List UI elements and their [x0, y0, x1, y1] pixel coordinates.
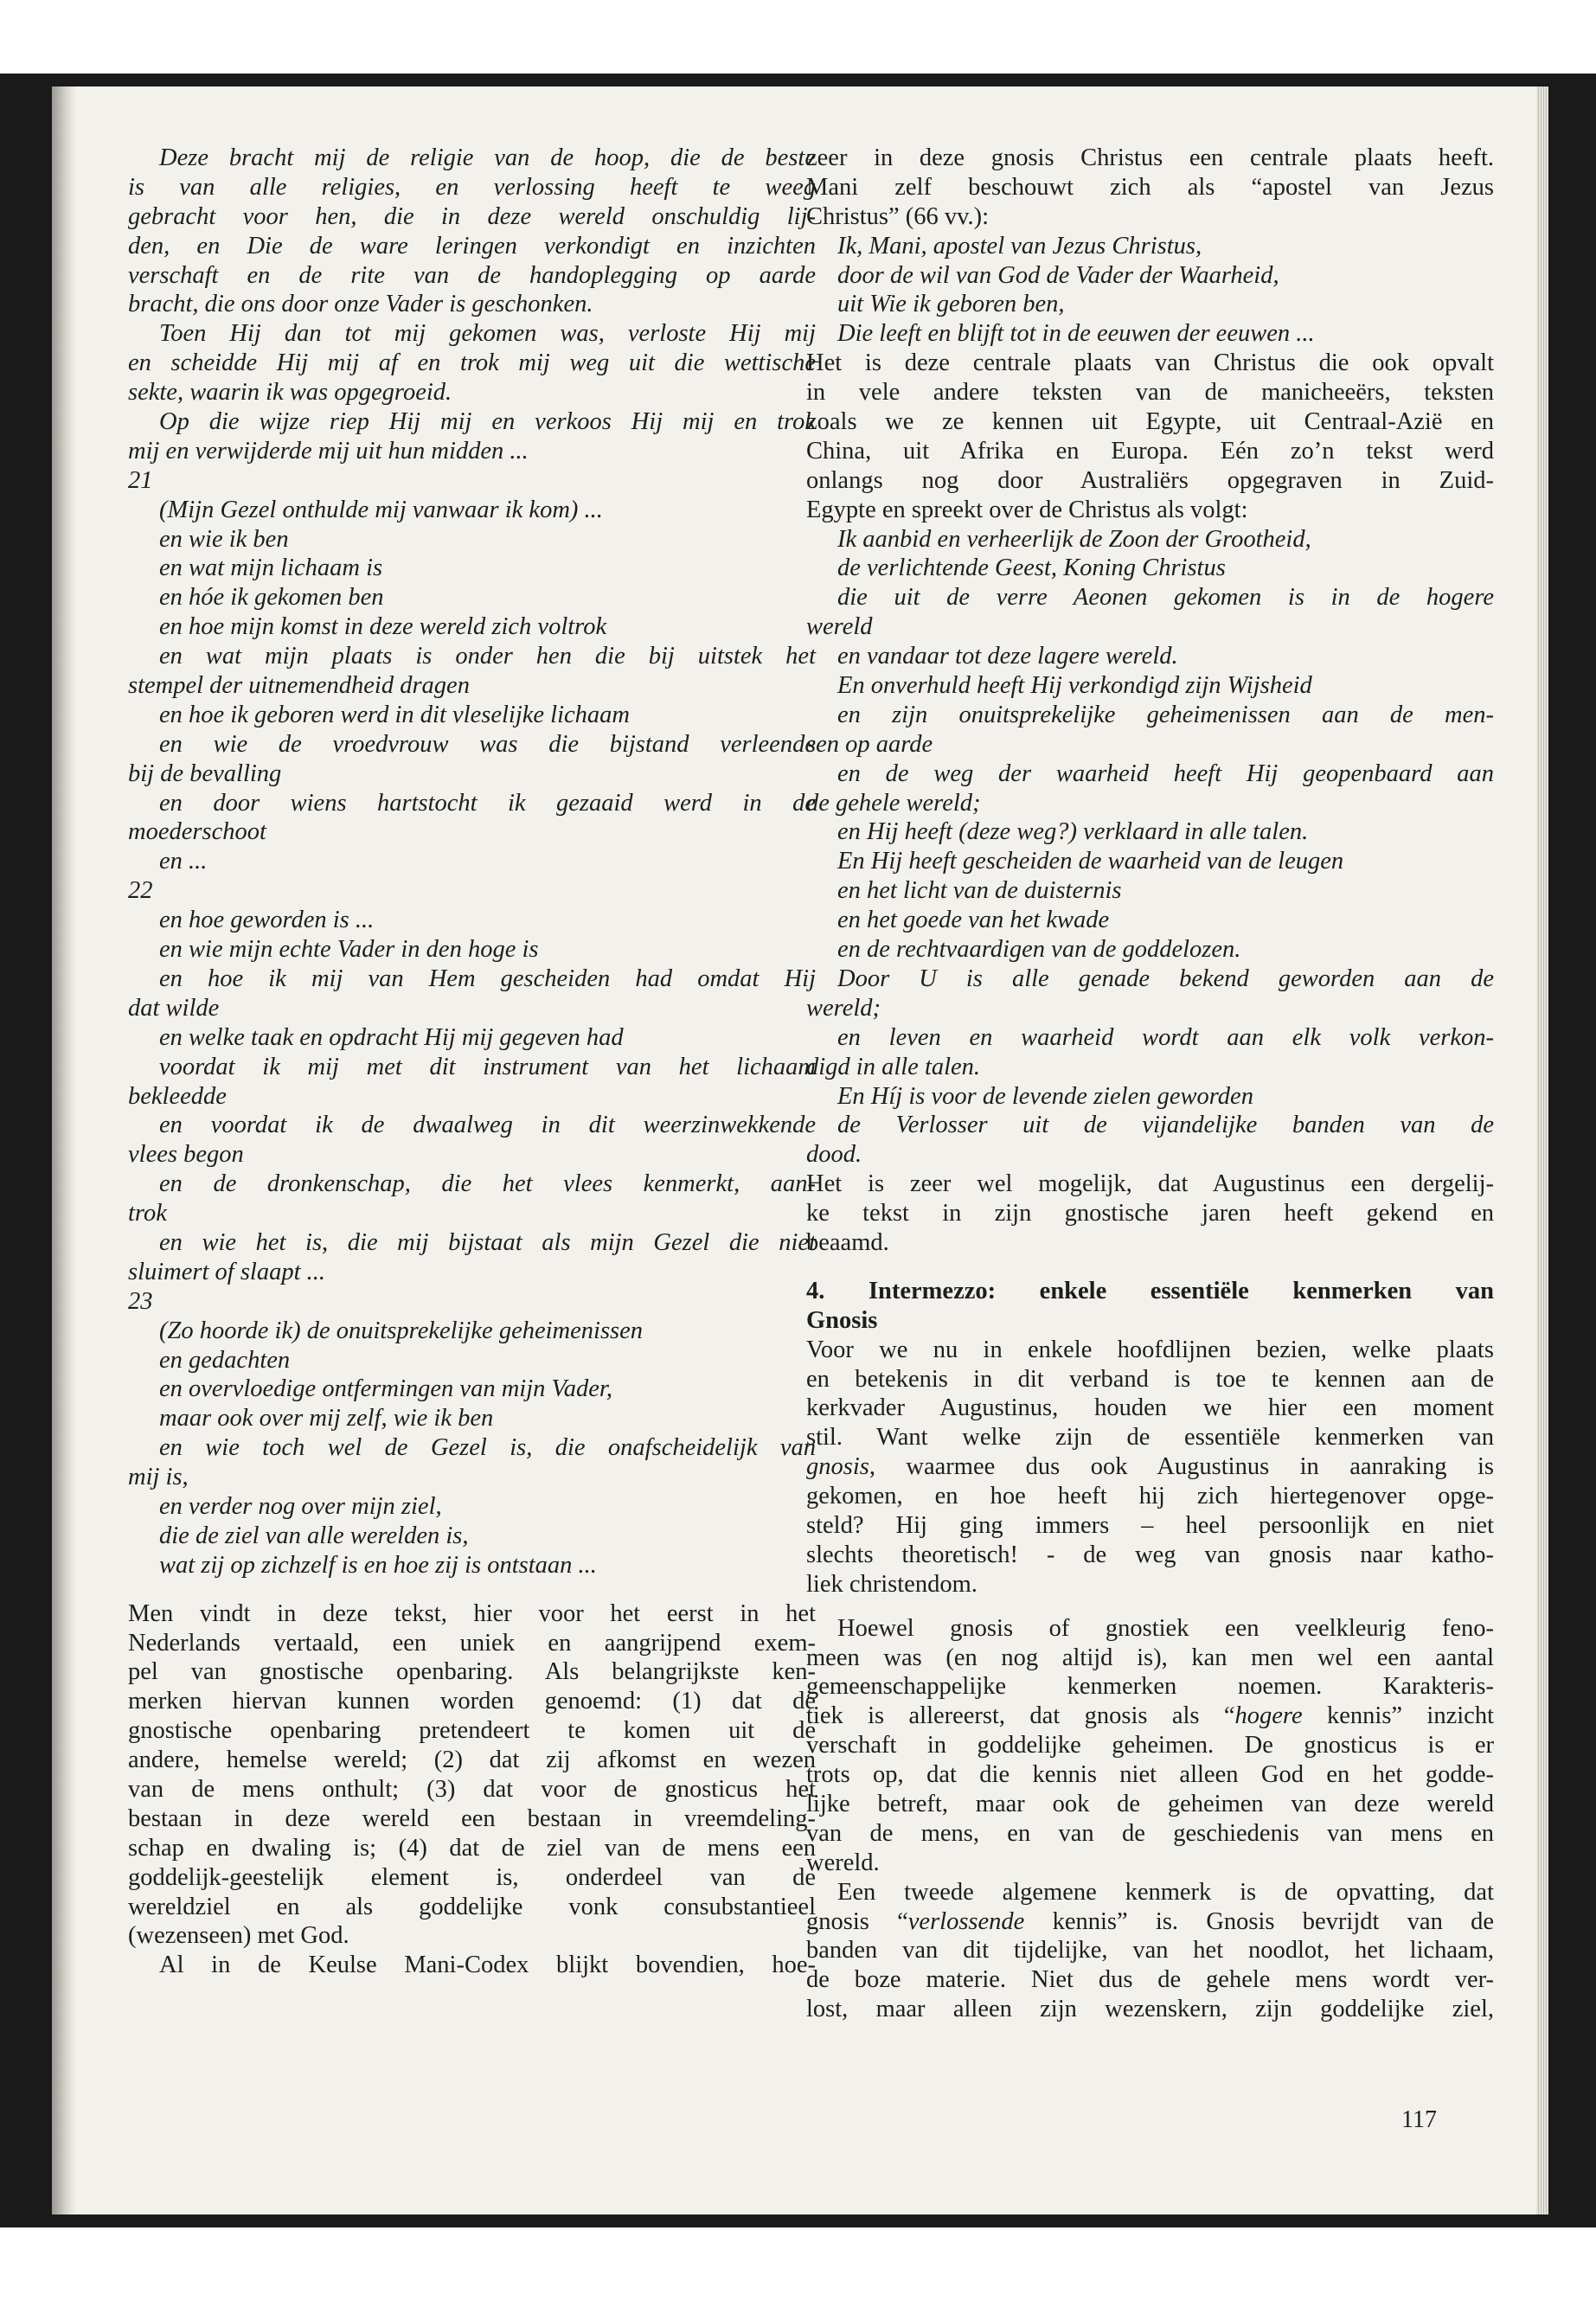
text-line: (Zo hoorde ik) de onuitsprekelijke geheimenissen [159, 1317, 644, 1344]
text-line: digd in alle talen. [806, 1053, 981, 1080]
text-line: verschaft in goddelijke geheimen. De gnosticus is er [806, 1732, 1494, 1759]
text-run: hogere [1234, 1702, 1303, 1730]
text-line: die de ziel van alle werelden is, [159, 1522, 469, 1549]
text-line [806, 1702, 1494, 1731]
text-line: en hoe geworden is ... [159, 907, 375, 934]
text-line: wereld. [806, 1849, 880, 1876]
text-line: zoals we ze kennen uit Egypte, uit Centraal-Azië en [806, 408, 1494, 436]
text-line: Voor we nu in enkele hoofdlijnen bezien, welke plaats [806, 1336, 1494, 1363]
text-line: Al in de Keulse Mani-Codex blijkt bovendien, hoe- [159, 1952, 816, 1979]
text-line: en wat mijn plaats is onder hen die bij uitstek het [159, 643, 816, 670]
text-run: verlossende [907, 1907, 1025, 1935]
text-line: bekleedde [128, 1082, 227, 1110]
text-line: Mani zelf beschouwt zich als “apostel van Jezus [806, 173, 1494, 201]
text-line: gemeenschappelijke kenmerken noemen. Karakteris- [806, 1673, 1494, 1701]
text-line: en scheidde Hij mij af en trok mij weg uit die wettische [128, 349, 816, 377]
text-line: andere, hemelse wereld; (2) dat zij afkomst en wezen [128, 1747, 816, 1774]
text-line: bracht, die ons door onze Vader is geschonken. [128, 291, 593, 318]
text-line: Ik aanbid en verheerlijk de Zoon der Grootheid, [837, 525, 1311, 553]
text-line: dat wilde [128, 994, 220, 1022]
text-line: en de weg der waarheid heeft Hij geopenbaard aan [837, 760, 1494, 787]
page-number: 117 [1401, 2106, 1437, 2133]
text-line: stil. Want welke zijn de essentiële kenmerken van [806, 1424, 1494, 1452]
text-line: Ik, Mani, apostel van Jezus Christus, [837, 232, 1202, 260]
text-line: trots op, dat die kennis niet alleen God en het godde- [806, 1761, 1494, 1789]
text-line: Door U is alle genade bekend geworden aan de [837, 965, 1494, 992]
section-heading-line: 4. Intermezzo: enkele essentiële kenmerken van [806, 1277, 1494, 1304]
text-line: sen op aarde [806, 730, 933, 758]
text-line: ke tekst in zijn gnostische jaren heeft gekend en [806, 1200, 1494, 1227]
text-line: Een tweede algemene kenmerk is de opvatting, dat [837, 1878, 1494, 1906]
text-line: en voordat ik de dwaalweg in dit weerzinwekkende [159, 1112, 816, 1139]
text-line: Deze bracht mij de religie van de hoop, die de beste [159, 144, 816, 171]
text-line: en welke taak en opdracht Hij mij gegeven had [159, 1023, 624, 1051]
text-line: sekte, waarin ik was opgegroeid. [128, 379, 452, 407]
text-line: goddelijk-geestelijk element is, onderdeel van de [128, 1863, 816, 1891]
text-line: liek christendom. [806, 1570, 977, 1598]
text-line: en wie het is, die mij bijstaat als mijn Gezel die niet [159, 1228, 816, 1256]
left-column [128, 144, 816, 1980]
text-line: en betekenis in dit verband is toe te kennen aan de [806, 1365, 1494, 1393]
text-line: en hóe ik gekomen ben [159, 584, 384, 612]
text-line: banden van dit tijdelijke, van het noodlot, het lichaam, [806, 1937, 1494, 1965]
book-page [52, 87, 1548, 2214]
text-line: schap en dwaling is; (4) dat de ziel van de mens een [128, 1834, 816, 1862]
text-line: wereld; [806, 994, 881, 1022]
text-line: beaamd. [806, 1228, 889, 1256]
text-line: verschaft en de rite van de handoplegging op aarde [128, 261, 816, 289]
text-line: vlees begon [128, 1141, 244, 1169]
text-line: en verder nog over mijn ziel, [159, 1492, 442, 1520]
text-run: kennis” is. Gnosis bevrijdt van de [1024, 1907, 1495, 1935]
text-line: slechts theoretisch! - de weg van gnosis naar katho- [806, 1541, 1494, 1568]
text-line: is van alle religies, en verlossing heeft te weeg [128, 173, 816, 201]
page-edges [1536, 87, 1548, 2214]
text-line: en wie mijn echte Vader in den hoge is [159, 936, 539, 964]
text-line: de verlichtende Geest, Koning Christus [837, 554, 1226, 582]
text-line [806, 1452, 1494, 1482]
text-line: sluimert of slaapt ... [128, 1258, 326, 1285]
text-line: Egypte en spreekt over de Christus als volgt: [806, 496, 1248, 523]
text-line: en wie ik ben [159, 525, 289, 553]
text-line: En Hij heeft gescheiden de waarheid van de leugen [837, 848, 1344, 875]
scan-bottom-margin [0, 2227, 1596, 2301]
text-line: kerkvader Augustinus, houden we hier een moment [806, 1394, 1494, 1422]
text-line: de gehele wereld; [806, 789, 981, 817]
text-run: , waarmee dus ook Augustinus in aanraking is [869, 1453, 1494, 1481]
text-line: En Híj is voor de levende zielen geworden [837, 1082, 1253, 1110]
text-line: en ... [159, 848, 208, 875]
text-line: mij en verwijderde mij uit hun midden ... [128, 437, 529, 465]
text-line: gnostische openbaring pretendeert te komen uit de [128, 1717, 816, 1745]
text-line: mij is, [128, 1464, 189, 1491]
text-line: van de mens, en van de geschiedenis van mens en [806, 1819, 1494, 1847]
text-line: pel van gnostische openbaring. Als belangrijkste ken- [128, 1658, 816, 1686]
text-line: en door wiens hartstocht ik gezaaid werd in de [159, 789, 816, 817]
text-line: in vele andere teksten van de manicheeërs, teksten [806, 379, 1494, 407]
text-line: Op die wijze riep Hij mij en verkoos Hij mij en trok [159, 408, 816, 436]
text-line: en wie toch wel de Gezel is, die onafscheidelijk van [159, 1434, 816, 1462]
text-line: Christus” (66 vv.): [806, 202, 990, 230]
scan-top-margin [0, 0, 1596, 74]
text-line: voordat ik mij met dit instrument van het lichaam [159, 1053, 816, 1080]
text-line: Hoewel gnosis of gnostiek een veelkleurig feno- [837, 1614, 1494, 1642]
text-line: bestaan in deze wereld een bestaan in vreemdeling- [128, 1804, 816, 1832]
text-line: steld? Hij ging immers – heel persoonlijk en niet [806, 1511, 1494, 1539]
text-line: en wie de vroedvrouw was die bijstand verleende [159, 730, 816, 758]
text-line: en hoe mijn komst in deze wereld zich voltrok [159, 613, 607, 641]
book-spine-shadow [52, 87, 76, 2214]
text-line: meen was (en nog altijd is), kan men wel een aantal [806, 1644, 1494, 1671]
text-line: lijke betreft, maar ook de geheimen van deze wereld [806, 1790, 1494, 1817]
text-line: 21 [128, 466, 153, 494]
text-line: zeer in deze gnosis Christus een centrale plaats heeft. [806, 144, 1494, 171]
text-line: en overvloedige ontfermingen van mijn Vader, [159, 1375, 612, 1403]
text-line: en het licht van de duisternis [837, 877, 1122, 905]
paragraph-gap [128, 1580, 816, 1599]
text-line: en leven en waarheid wordt aan elk volk verkon- [837, 1023, 1494, 1051]
text-run: kennis” inzicht [1302, 1702, 1494, 1730]
text-line: Die leeft en blijft tot in de eeuwen der eeuwen ... [837, 320, 1315, 348]
text-line: 23 [128, 1287, 153, 1315]
text-line: wereld [806, 613, 873, 641]
text-line: de boze materie. Niet dus de gehele mens wordt ver- [806, 1966, 1494, 1994]
text-line: en Hij heeft (deze weg?) verklaard in alle talen. [837, 818, 1309, 846]
text-line: (wezenseen) met God. [128, 1922, 349, 1950]
text-line: die uit de verre Aeonen gekomen is in de hogere [837, 584, 1494, 612]
text-line: stempel der uitnemendheid dragen [128, 672, 470, 700]
text-line: gebracht voor hen, die in deze wereld onschuldig lij- [128, 202, 816, 230]
text-run: gnosis “ [806, 1907, 908, 1935]
text-line: moederschoot [128, 818, 266, 846]
text-line: en de dronkenschap, die het vlees kenmerkt, aan- [159, 1170, 816, 1198]
text-line: en hoe ik geboren werd in dit vleselijke lichaam [159, 701, 630, 728]
text-line: onlangs nog door Australiërs opgegraven in Zuid- [806, 466, 1494, 494]
text-line: en vandaar tot deze lagere wereld. [837, 643, 1178, 670]
text-line: de Verlosser uit de vijandelijke banden van de [837, 1112, 1494, 1139]
paragraph-gap [806, 1258, 1494, 1277]
text-line: Men vindt in deze tekst, hier voor het eerst in het [128, 1599, 816, 1627]
text-line: en het goede van het kwade [837, 907, 1110, 934]
text-line: door de wil van God de Vader der Waarheid, [837, 261, 1279, 289]
text-line: dood. [806, 1141, 862, 1169]
section-heading-line: Gnosis [806, 1306, 878, 1334]
text-line: En onverhuld heeft Hij verkondigd zijn Wijsheid [837, 672, 1312, 700]
text-line: en de rechtvaardigen van de goddelozen. [837, 936, 1241, 964]
text-line: (Mijn Gezel onthulde mij vanwaar ik kom) ... [159, 496, 603, 523]
paragraph-gap [806, 1599, 1494, 1614]
text-line: trok [128, 1200, 167, 1227]
text-line [806, 1907, 1494, 1937]
text-line: Toen Hij dan tot mij gekomen was, verloste Hij mij [159, 320, 816, 348]
text-line: den, en Die de ware leringen verkondigt en inzichten [128, 232, 816, 260]
text-line: en hoe ik mij van Hem gescheiden had omdat Hij [159, 965, 816, 992]
text-line: uit Wie ik geboren ben, [837, 291, 1065, 318]
text-line: Nederlands vertaald, een uniek en aangrijpend exem- [128, 1629, 816, 1657]
text-run: gnosis [806, 1453, 869, 1481]
text-line: lost, maar alleen zijn wezenskern, zijn goddelijke ziel, [806, 1996, 1494, 2023]
text-line: Het is deze centrale plaats van Christus die ook opvalt [806, 349, 1494, 377]
right-column [806, 144, 1494, 2024]
text-line: en wat mijn lichaam is [159, 554, 383, 582]
text-run: tiek is allereerst, dat gnosis als “ [806, 1702, 1235, 1730]
text-line: gekomen, en hoe heeft hij zich hiertegenover opge- [806, 1483, 1494, 1510]
text-line: wat zij op zichzelf is en hoe zij is ontstaan ... [159, 1551, 597, 1579]
text-line: en zijn onuitsprekelijke geheimenissen aan de men- [837, 701, 1494, 728]
text-line: en gedachten [159, 1346, 291, 1374]
text-line: maar ook over mij zelf, wie ik ben [159, 1405, 494, 1433]
text-line: Het is zeer wel mogelijk, dat Augustinus een dergelij- [806, 1170, 1494, 1198]
text-line: 22 [128, 877, 153, 905]
text-line: van de mens onthult; (3) dat voor de gnosticus het [128, 1775, 816, 1803]
text-line: bij de bevalling [128, 760, 282, 787]
text-line: China, uit Afrika en Europa. Eén zo’n tekst werd [806, 437, 1494, 465]
text-line: merken hiervan kunnen worden genoemd: (1) dat de [128, 1688, 816, 1715]
text-line: wereldziel en als goddelijke vonk consubstantieel [128, 1893, 816, 1920]
